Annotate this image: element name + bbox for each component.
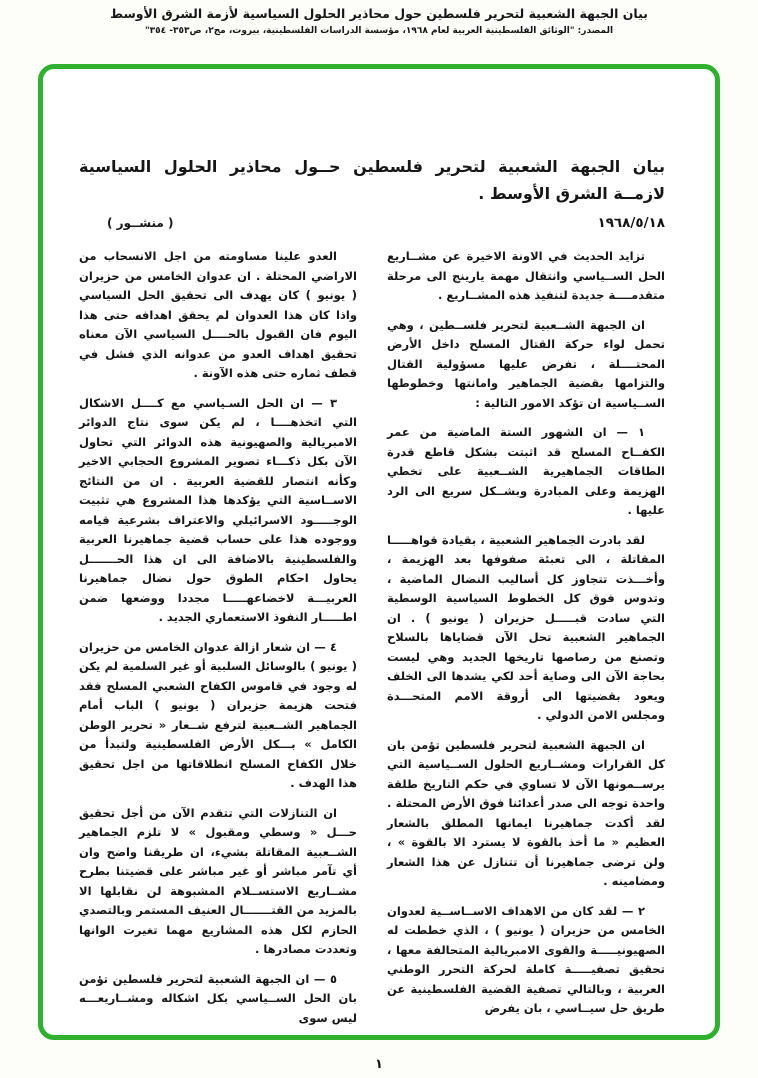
text-columns [79, 247, 665, 1038]
paragraph: ٣ — ان الحل السـياسي مع كــــل الاشكال التي اتخذهــــا ، لم يكن سوى نتاج الدوائر الامبريالية والصهيونية هذه الدوائر التي تحاول الآن بكل ذكـــاء تصوير المشروع الحجابي الاخير وكأنه انتصار للقضية العربية . ان من النتائج الاســاسية التي يؤكدها هذا المشروع هي تثبيت الوجـــــود الاسرائيلي والاعتراف بشرعية قيامه ووجوده هذا على حساب قضية جماهيرنا العربية والفلسطينية بالاضافة الى ان هذا الحـــــــل يحاول احكام الطوق حول نضال جماهيرنا العربيـــة لاخضاعهـــــا مجددا ووضعها ضمن اطـــــار النفوذ الاستعماري الجديد . [79, 395, 357, 624]
document-title: بيان الجبهة الشعبية لتحرير فلسطين حــول محاذير الحلول السياسية لازمــة الشرق الأوسط . [79, 157, 665, 203]
paragraph: ٥ — ان الجبهة الشعبية لتحرير فلسطين تؤمن بان الحل الســياسي بكل اشكاله ومشــاريعـــه ليس سوى [79, 971, 357, 1025]
page-header [0, 6, 758, 36]
header-title: بيان الجبهة الشعبية لتحرير فلسطين حول محاذير الحلول السياسية لأزمة الشرق الأوسط [110, 6, 648, 21]
paragraph: ٤ — ان شعار ازالة عدوان الخامس من حزيران ( يونيو ) بالوسائل السلبية أو غير السلمية لم يكن له وجود في قاموس الكفاح الشعبي المسلح فقد فتحت هزيمة حزيران ( يونيو ) الباب أمام الجماهير الشــعبية لترفع شــعار « تحرير الوطن الكامل » بـــكل الأرض الفلسطينية ولتبدأ من خلال الكفاح المسلح انطلاقاتها من اجل تحقيق هذا الهدف . [79, 639, 357, 790]
date-row [79, 215, 665, 231]
paragraph: ان الجبهة الشعبية لتحرير فلسطين تؤمن بان كل القرارات ومشــاريع الحلول الســياسية التي يرســمونها الآن لا تساوي في حكم التاريخ طلقة واحدة توجه الى صدر أعدائنا فوق الأرض المحتلة . لقد أكدت جماهيرنا ايمانها المطلق بالشعار العظيم « ما أخذ بالقوة لا يسترد الا بالقوة » ، ولن ترضى جماهيرنا أن تتنازل عن هذا الشعار ومضامينه . [387, 737, 665, 888]
document-frame [38, 64, 720, 1040]
document-date: ١٩٦٨/٥/١٨ [597, 215, 665, 231]
column-right [387, 247, 665, 1038]
paragraph: ٢ — لقد كان من الاهداف الاســاســية لعدوان الخامس من حزيران ( يونيو ) ، الذي خططت له الصهيونيـــــة والقوى الامبريالية المتحالفة معها ، تحقيق تصفيـــــة كاملة لحركة التحرر الوطني العربية ، وبالتالي تصفية القضية الفلسطينية عن طريق حل سيــاسي ، بان يفرض [387, 903, 665, 1015]
column-left [79, 247, 357, 1038]
paragraph: ان الجبهة الشــعبية لتحرير فلســطين ، وهي تحمل لواء حركة القتال المسلح داخل الأرض المحتــــلة ، تفرض عليها مسؤولية القتال والتزامها بقضية الجماهير وامانتها وخطوطها الســياسية ان تؤكد الامور التالية : [387, 317, 665, 410]
header-source-citation: المصدر: "الوثائق الفلسطينية العربية لعام ١٩٦٨، مؤسسة الدراسات الفلسطينية، بيروت، مج٢، ص٣٥٣- ٣٥٤" [144, 26, 614, 36]
paragraph: لقد بادرت الجماهير الشعبية ، بقيادة قواهـــــا المقاتلة ، الى تعبئة صفوفها بعد الهزيمة ، وأخـــذت تتجاوز كل أساليب النضال الماضية ، وتدوس فوق كل الخطوط السياسية الوسطية التي سادت قبـــــل حزيران ( يونيو ) . ان الجماهير الشعبية تحل الآن قضاياها بالسلاح وتصنع من رصاصها تاريخها الجديد وهي ليست بحاجة الآن الى وصاية أحد لكي يشدها الى الخلف ويعود بقضيتها الى أروقة الامم المتحـــدة ومجلس الامن الدولي . [387, 532, 665, 722]
paragraph: ١ — ان الشهور الستة الماضية من عمر الكفــاح المسلح قد اثبتت بشكل قاطع قدرة الطاقات الجماهيرية الشــعبية على تخطي الهزيمة وعلى المبادرة وبشــكل سريع الى الرد عليها . [387, 425, 665, 517]
paragraph: تزايد الحديث في الاونة الاخيرة عن مشــاريع الحل الســياسي وانتقال مهمة يارينج الى مرحلة متقدمــــة جديدة لتنفيذ هذه المشــاريع . [387, 249, 665, 302]
publication-note: ( منشــور ) [107, 216, 174, 230]
paragraph: ان التنازلات التي تتقدم الآن من أجل تحقيق حـــل « وسطي ومقبول » لا تلزم الجماهير الشــعبية المقاتلة بشيء، ان طريقنا واضح وان أي تآمر مباشر أو غير مباشر على قضيتنا بطرح مشــاريع الاستســلام المشبوهة لن نقابلها الا بالمزيد من القتـــــــال العنيف المستمر وبالتصدي الحازم لكل هذه المشاريع مهما تغيرت الوانها وتعددت مصادرها . [79, 805, 357, 956]
paragraph: العدو علينا مساومته من اجل الانسحاب من الاراضي المحتلة . ان عدوان الخامس من حزيران ( يونيو ) كان يهدف الى تحقيق الحل السياسي واذا كان هذا العدوان لم يحقق اهدافه حتى هذا اليوم فان القبول بالحــــل السياسي الآن معناه تحقيق اهداف العدو من عدوانه الذي فشل في قطف ثماره حتى هذه الآونة . [79, 249, 357, 380]
page-number: ١ [375, 1057, 383, 1072]
